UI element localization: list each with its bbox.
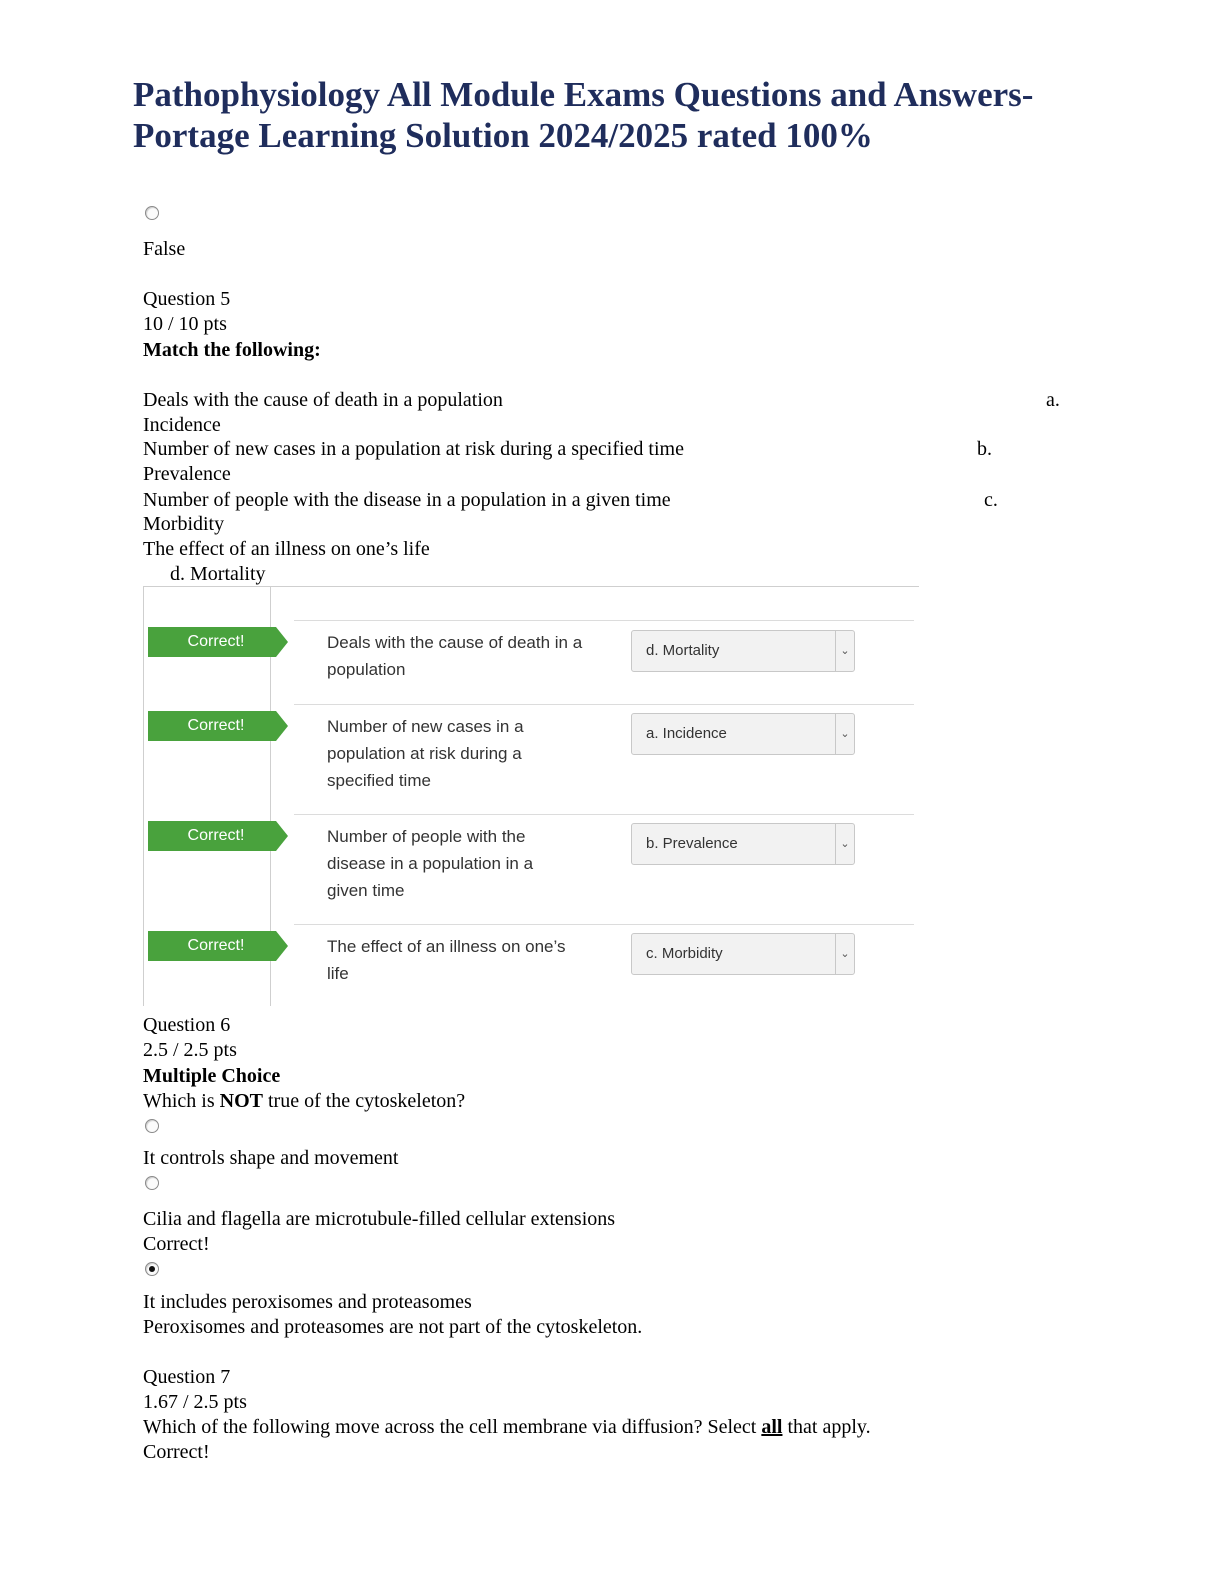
option-text: It controls shape and movement [143,1147,399,1169]
match-option-text: d. Mortality [170,563,266,585]
selected-value: c. Morbidity [646,945,723,962]
match-option-text: Prevalence [143,463,231,485]
answer-explanation: Peroxisomes and proteasomes are not part of the cytoskeleton. [143,1316,643,1338]
match-option-text: Incidence [143,414,221,436]
chevron-down-icon: ⌄ [835,714,854,754]
chevron-down-icon: ⌄ [835,824,854,864]
divider [294,924,914,925]
divider [143,586,144,1006]
match-item-text: Number of new cases in a population at risk during a specified time [143,438,684,460]
correct-badge: Correct! [148,711,276,741]
match-prompt: Number of people with the disease in a population in a given time [327,827,534,900]
question-label: Question 7 [143,1366,231,1388]
match-item-text: Number of people with the disease in a population in a given time [143,489,671,511]
correct-label: Correct! [143,1441,210,1463]
selected-value: d. Mortality [646,642,720,659]
question-label: Question 6 [143,1014,231,1036]
option-text: False [143,238,186,260]
radio-button[interactable] [145,1176,159,1190]
radio-button[interactable] [145,1119,159,1133]
document-title: Pathophysiology All Module Exams Questions and Answers-Portage Learning Solution 2024/2025 rated 100% [133,75,1034,155]
match-letter: a. [1046,389,1060,411]
match-option-text: Morbidity [143,513,225,535]
radio-button[interactable] [145,206,159,220]
question-type: Multiple Choice [143,1065,281,1087]
matching-results-panel [143,586,919,1006]
match-answer-select[interactable] [631,713,855,755]
selected-value: a. Incidence [646,725,727,742]
divider [294,704,914,705]
match-item-text: Deals with the cause of death in a population [143,389,503,411]
option-text: Cilia and flagella are microtubule-filled cellular extensions [143,1208,616,1230]
question-label: Question 5 [143,288,231,310]
radio-button-selected[interactable] [145,1262,159,1276]
question-points: 10 / 10 pts [143,313,227,335]
match-answer-select[interactable] [631,630,855,672]
correct-badge: Correct! [148,931,276,961]
divider [294,620,914,621]
chevron-down-icon: ⌄ [835,631,854,671]
option-text: It includes peroxisomes and proteasomes [143,1291,472,1313]
match-prompt: Number of new cases in a population at risk during a specified time [327,717,524,790]
match-letter: b. [977,438,992,460]
correct-label: Correct! [143,1233,210,1255]
match-item-text: The effect of an illness on one’s life [143,538,430,560]
question-text: Which is NOT true of the cytoskeleton? [143,1090,466,1112]
divider [294,814,914,815]
divider [143,586,919,587]
correct-badge: Correct! [148,821,276,851]
question-points: 2.5 / 2.5 pts [143,1039,237,1061]
match-letter: c. [984,489,998,511]
chevron-down-icon: ⌄ [835,934,854,974]
question-points: 1.67 / 2.5 pts [143,1391,247,1413]
question-text: Which of the following move across the cell membrane via diffusion? Select all that apply. [143,1416,871,1438]
match-answer-select[interactable] [631,823,855,865]
correct-badge: Correct! [148,627,276,657]
match-prompt: The effect of an illness on one’s life [327,937,566,983]
match-prompt: Deals with the cause of death in a population [327,633,583,679]
question-heading: Match the following: [143,339,321,361]
selected-value: b. Prevalence [646,835,738,852]
match-answer-select[interactable] [631,933,855,975]
